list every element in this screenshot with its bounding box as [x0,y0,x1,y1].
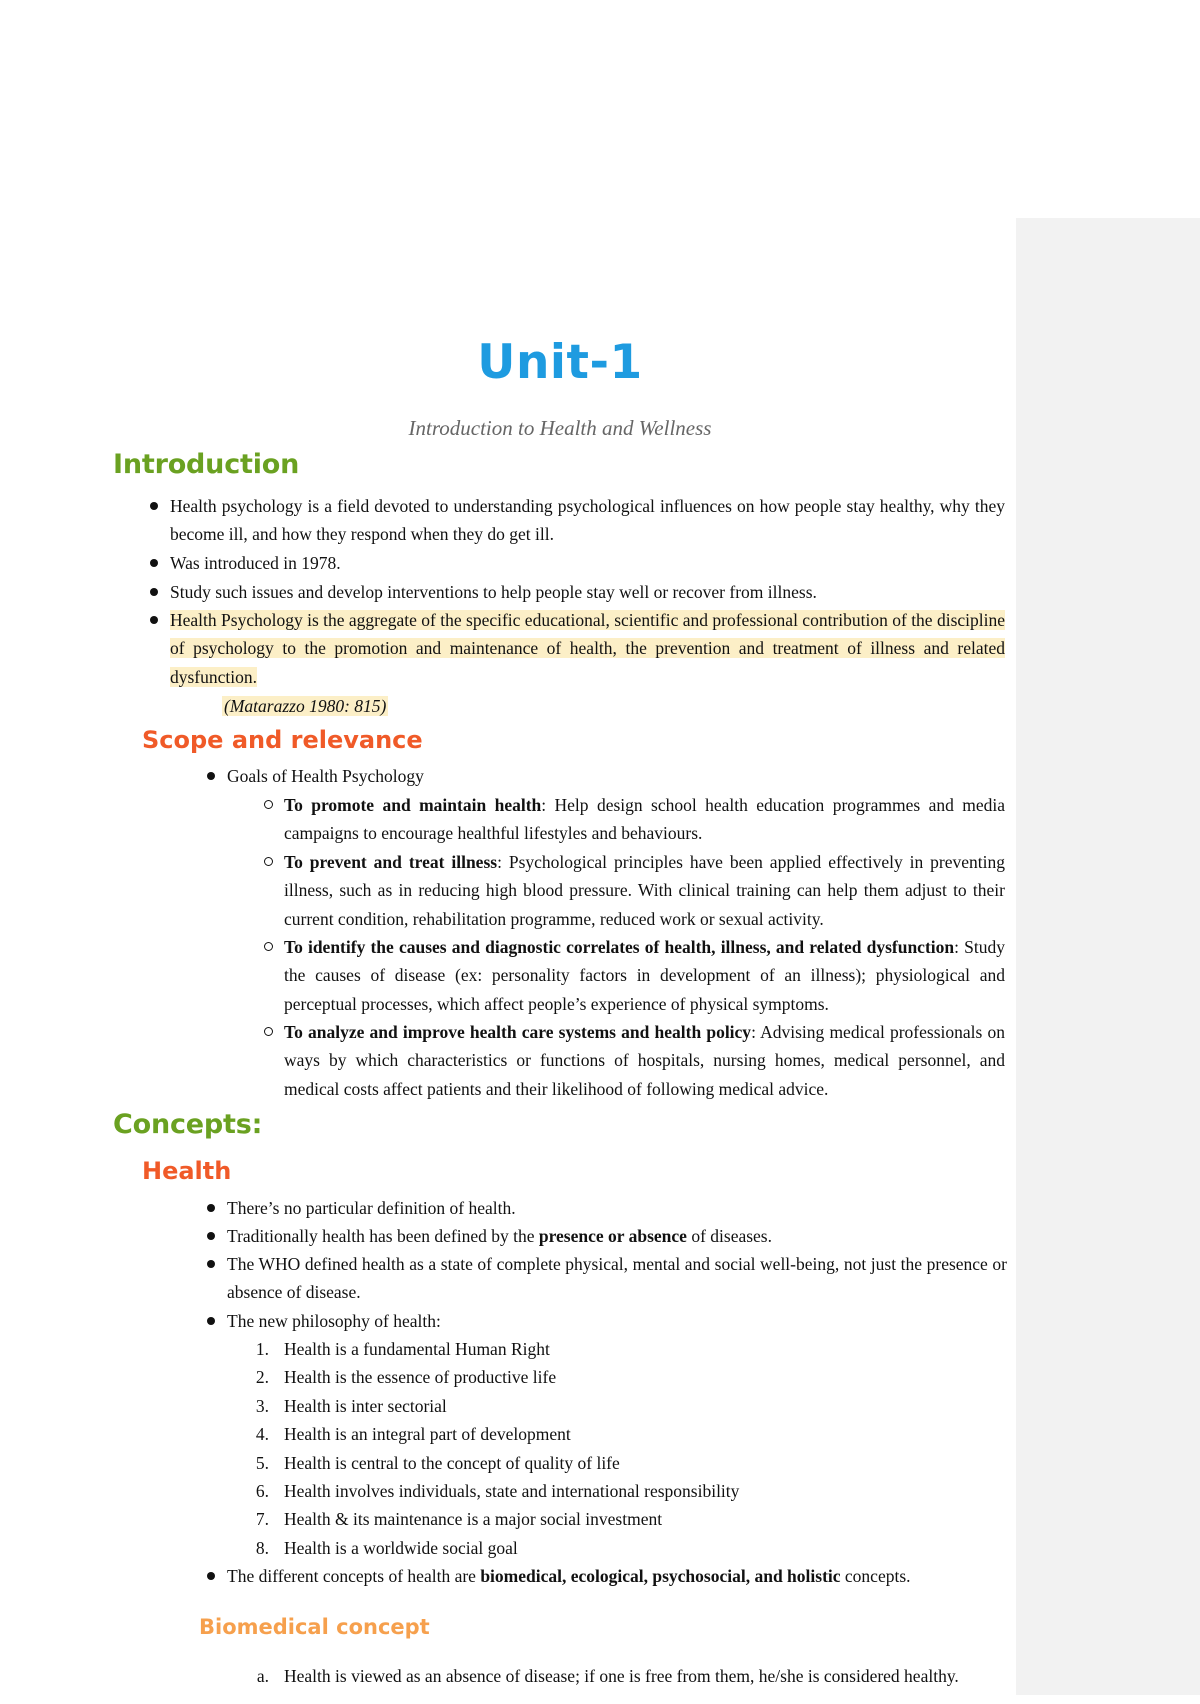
bullet-icon [207,1317,215,1325]
list-item: Study such issues and develop interventions to help people stay well or recover from illness. [170,578,1005,606]
bullet-icon [150,588,158,596]
list-item: The WHO defined health as a state of complete physical, mental and social well-being, not just the presence or absence of disease. [227,1250,1007,1307]
list-item: The different concepts of health are biomedical, ecological, psychosocial, and holistic concepts. [227,1562,1007,1590]
goal-item: To identify the causes and diagnostic correlates of health, illness, and related dysfunction: Study the causes of disease (ex: personality factors in development of an illness); physiological and perceptual processes, which affect people’s experience of physical symptoms. [284,933,1005,1018]
circle-bullet-icon [264,800,273,809]
list-item: Goals of Health Psychology [227,762,1007,790]
bullet-icon [207,772,215,780]
heading-concepts: Concepts: [113,1109,263,1140]
document-subtitle: Introduction to Health and Wellness [408,416,712,440]
list-item: The new philosophy of health: [227,1307,1007,1335]
bullet-icon [207,1260,215,1268]
numbered-item: 7. Health & its maintenance is a major social investment [255,1509,663,1530]
bullet-icon [207,1572,215,1580]
list-item: Health psychology is a field devoted to understanding psychological influences on how people stay healthy, why they become ill, and how they respond when they do get ill. [170,492,1005,549]
list-item: Traditionally health has been defined by the presence or absence of diseases. [227,1222,1007,1250]
numbered-item: 1. Health is a fundamental Human Right [255,1339,550,1359]
numbered-item: 6. Health involves individuals, state and international responsibility [255,1480,740,1501]
numbered-item: 5. Health is central to the concept of quality of life [255,1452,620,1473]
citation: (Matarazzo 1980: 815) [224,696,387,716]
heading-scope-relevance: Scope and relevance [142,726,423,754]
circle-bullet-icon [264,942,273,951]
goal-item: To promote and maintain health: Help design school health education programmes and media campaigns to encourage healthful lifestyles and behaviours. [284,791,1005,848]
circle-bullet-icon [264,1027,273,1036]
bullet-icon [150,559,158,567]
bullet-icon [150,502,158,510]
list-item: There’s no particular definition of health. [227,1194,1007,1222]
bullet-icon [207,1232,215,1240]
list-item-highlighted [170,606,1005,691]
numbered-item: 3. Health is inter sectorial [255,1395,447,1416]
bullet-icon [150,616,158,624]
heading-introduction: Introduction [113,449,300,480]
highlighted-definition: Health Psychology is the aggregate of the specific educational, scientific and professional contribution of the discipline of psychology to the promotion and maintenance of health, the prevention and treatment of illness and related dysfunction. [170,610,1005,687]
bullet-icon [207,1204,215,1212]
philosophy-list [241,1335,1011,1562]
goal-item: To analyze and improve health care systems and health policy: Advising medical professionals on ways by which characteristics or functions of hospitals, nursing homes, medical personnel, and medical costs affect patients and their likelihood of following medical advice. [284,1018,1005,1103]
document-title: Unit-1 [477,335,643,390]
circle-bullet-icon [264,857,273,866]
heading-biomedical-concept: Biomedical concept [199,1615,430,1639]
numbered-item: 8. Health is a worldwide social goal [255,1537,518,1558]
goal-item: To prevent and treat illness: Psychological principles have been applied effectively in preventing illness, such as in reducing high blood pressure. With clinical training can help them adjust to their current condition, rehabilitation programme, reduced work or sexual activity. [284,848,1005,933]
list-item: Was introduced in 1978. [170,549,1005,577]
numbered-item: 2. Health is the essence of productive life [255,1367,557,1388]
heading-health: Health [142,1157,232,1185]
lettered-item: a. Health is viewed as an absence of disease; if one is free from them, he/she is considered healthy. [256,1666,959,1686]
numbered-item: 4. Health is an integral part of development [255,1424,571,1445]
